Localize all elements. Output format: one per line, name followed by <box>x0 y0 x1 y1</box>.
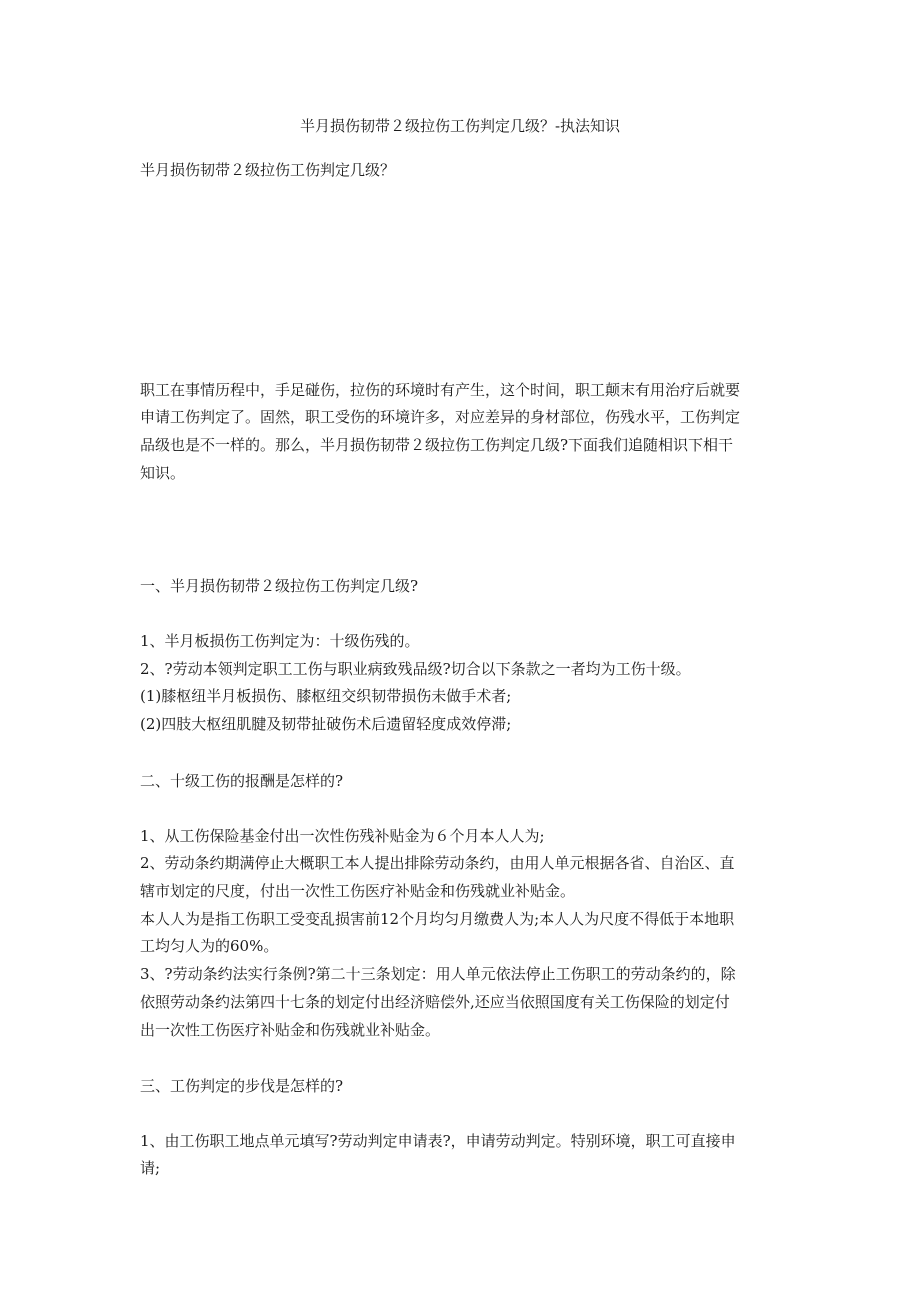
section-heading: 三、工伤判定的步伐是怎样的? <box>140 1077 344 1095</box>
list-item: (2)四肢大枢纽肌腱及韧带扯破伤术后遗留轻度成效停滞; <box>140 715 512 733</box>
list-item: 1、半月板损伤工伤判定为：十级伤残的。 <box>140 632 420 650</box>
document-title: 半月损伤韧带２级拉伤工伤判定几级？-执法知识 <box>299 117 621 135</box>
list-item: 工均匀人为的60%。 <box>140 937 279 955</box>
paragraph-line: 申请工伤判定了。固然，职工受伤的环境许多，对应差异的身材部位，伤残水平，工伤判定 <box>140 408 741 426</box>
paragraph-line: 品级也是不一样的。那么，半月损伤韧带２级拉伤工伤判定几级?下面我们追随相识下相干 <box>140 436 734 454</box>
list-item: (1)膝枢纽半月板损伤、膝枢纽交织韧带损伤未做手术者; <box>140 687 512 705</box>
list-item: 辖市划定的尺度，付出一次性工伤医疗补贴金和伤残就业补贴金。 <box>140 882 576 900</box>
list-item: 出一次性工伤医疗补贴金和伤残就业补贴金。 <box>140 1021 441 1039</box>
list-item: 1、由工伤职工地点单元填写?劳动判定申请表?，申请劳动判定。特别环境，职工可直接申 <box>140 1132 736 1150</box>
list-item: 2、劳动条约期满停止大概职工本人提出排除劳动条约，由用人单元根据各省、自治区、直 <box>140 854 735 872</box>
section-heading: 二、十级工伤的报酬是怎样的? <box>140 772 344 790</box>
section-heading: 一、半月损伤韧带２级拉伤工伤判定几级? <box>140 577 419 595</box>
list-item: 2、?劳动本领判定职工工伤与职业病致残品级?切合以下条款之一者均为工伤十级。 <box>140 660 691 678</box>
paragraph-line: 职工在事情历程中，手足碰伤，拉伤的环境时有产生，这个时间，职工颠末有用治疗后就要 <box>140 381 741 399</box>
list-item: 1、从工伤保险基金付出一次性伤残补贴金为６个月本人人为; <box>140 827 545 845</box>
list-item: 本人人为是指工伤职工受变乱损害前12个月均匀月缴费人为;本人人为尺度不得低于本地职 <box>140 910 735 928</box>
document-subtitle: 半月损伤韧带２级拉伤工伤判定几级？ <box>140 161 396 179</box>
list-item: 请; <box>140 1159 161 1177</box>
list-item: 依照劳动条约法第四十七条的划定付出经济赔偿外,还应当依照国度有关工伤保险的划定付 <box>140 993 730 1011</box>
list-item: 3、?劳动条约法实行条例?第二十三条划定：用人单元依法停止工伤职工的劳动条约的，除 <box>140 965 736 983</box>
paragraph-line: 知识。 <box>140 464 186 482</box>
